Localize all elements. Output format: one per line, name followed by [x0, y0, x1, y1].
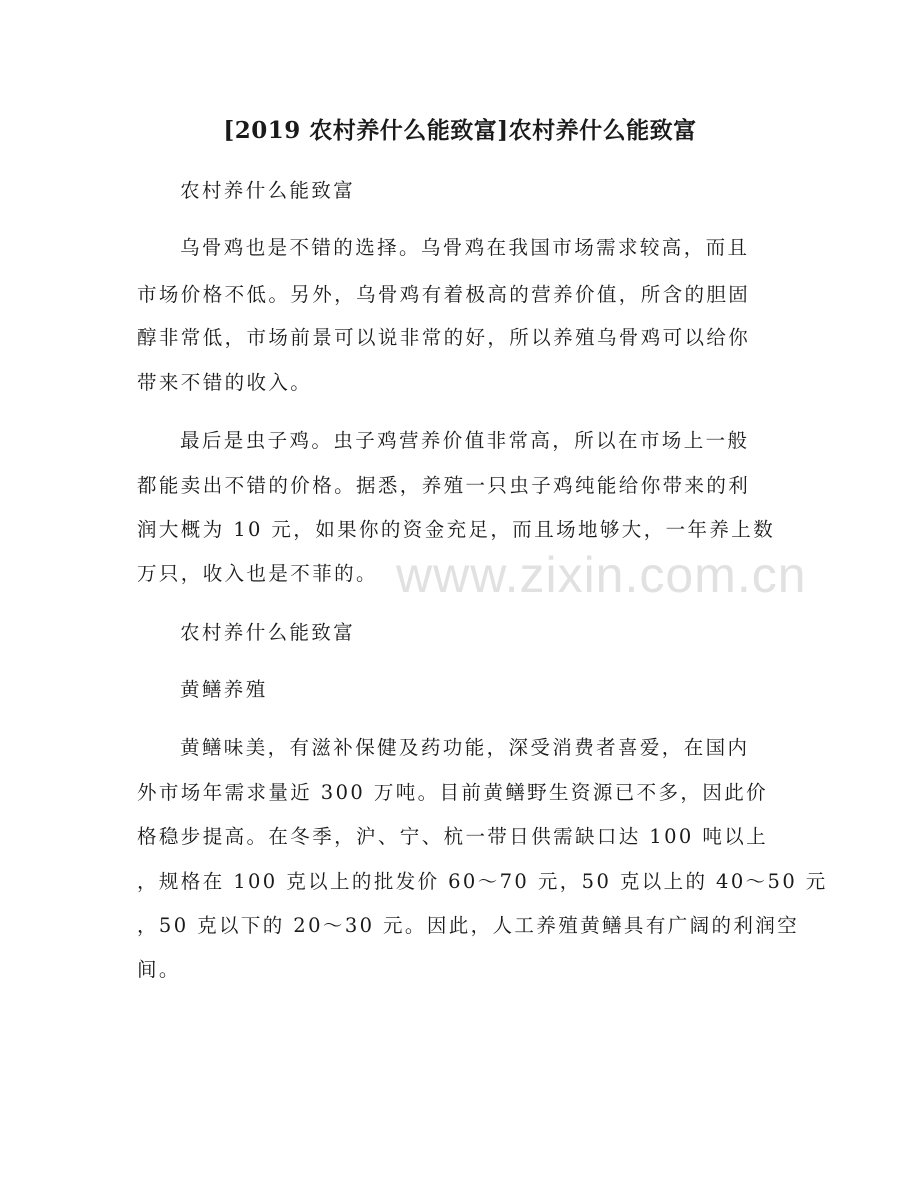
- section-heading: 农村养什么能致富: [180, 621, 356, 644]
- paragraph-line: 市场价格不低。另外，乌骨鸡有着极高的营养价值，所含的胆固: [137, 283, 751, 306]
- section-heading: 农村养什么能致富: [180, 179, 356, 202]
- paragraph-line: 间。: [137, 958, 181, 981]
- paragraph-line: 乌骨鸡也是不错的选择。乌骨鸡在我国市场需求较高，而且: [180, 236, 750, 259]
- page-title: [2019 农村养什么能致富]农村养什么能致富: [223, 117, 697, 144]
- paragraph-line: 润大概为 10 元，如果你的资金充足，而且场地够大，一年养上数: [137, 518, 776, 541]
- paragraph-line: 带来不错的收入。: [137, 371, 313, 394]
- paragraph-line: 黄鳝味美，有滋补保健及药功能，深受消费者喜爱，在国内: [180, 736, 750, 759]
- watermark: www.zixin.com.cn: [396, 547, 807, 603]
- paragraph-line: 最后是虫子鸡。虫子鸡营养价值非常高，所以在市场上一般: [180, 429, 750, 452]
- paragraph-line: 都能卖出不错的价格。据悉，养殖一只虫子鸡纯能给你带来的利: [137, 474, 751, 497]
- paragraph-line: 格稳步提高。在冬季，沪、宁、杭一带日供需缺口达 100 吨以上: [137, 825, 769, 848]
- paragraph-line: 万只，收入也是不菲的。: [137, 562, 378, 585]
- paragraph-line: ，50 克以下的 20～30 元。因此，人工养殖黄鳝具有广阔的利润空: [137, 914, 800, 937]
- paragraph-line: 醇非常低，市场前景可以说非常的好，所以养殖乌骨鸡可以给你: [137, 326, 751, 349]
- paragraph-line: ，规格在 100 克以上的批发价 60～70 元，50 克以上的 40～50 元: [137, 870, 828, 893]
- paragraph-line: 外市场年需求量近 300 万吨。目前黄鳝野生资源已不多，因此价: [137, 781, 769, 804]
- section-heading: 黄鳝养殖: [180, 678, 268, 701]
